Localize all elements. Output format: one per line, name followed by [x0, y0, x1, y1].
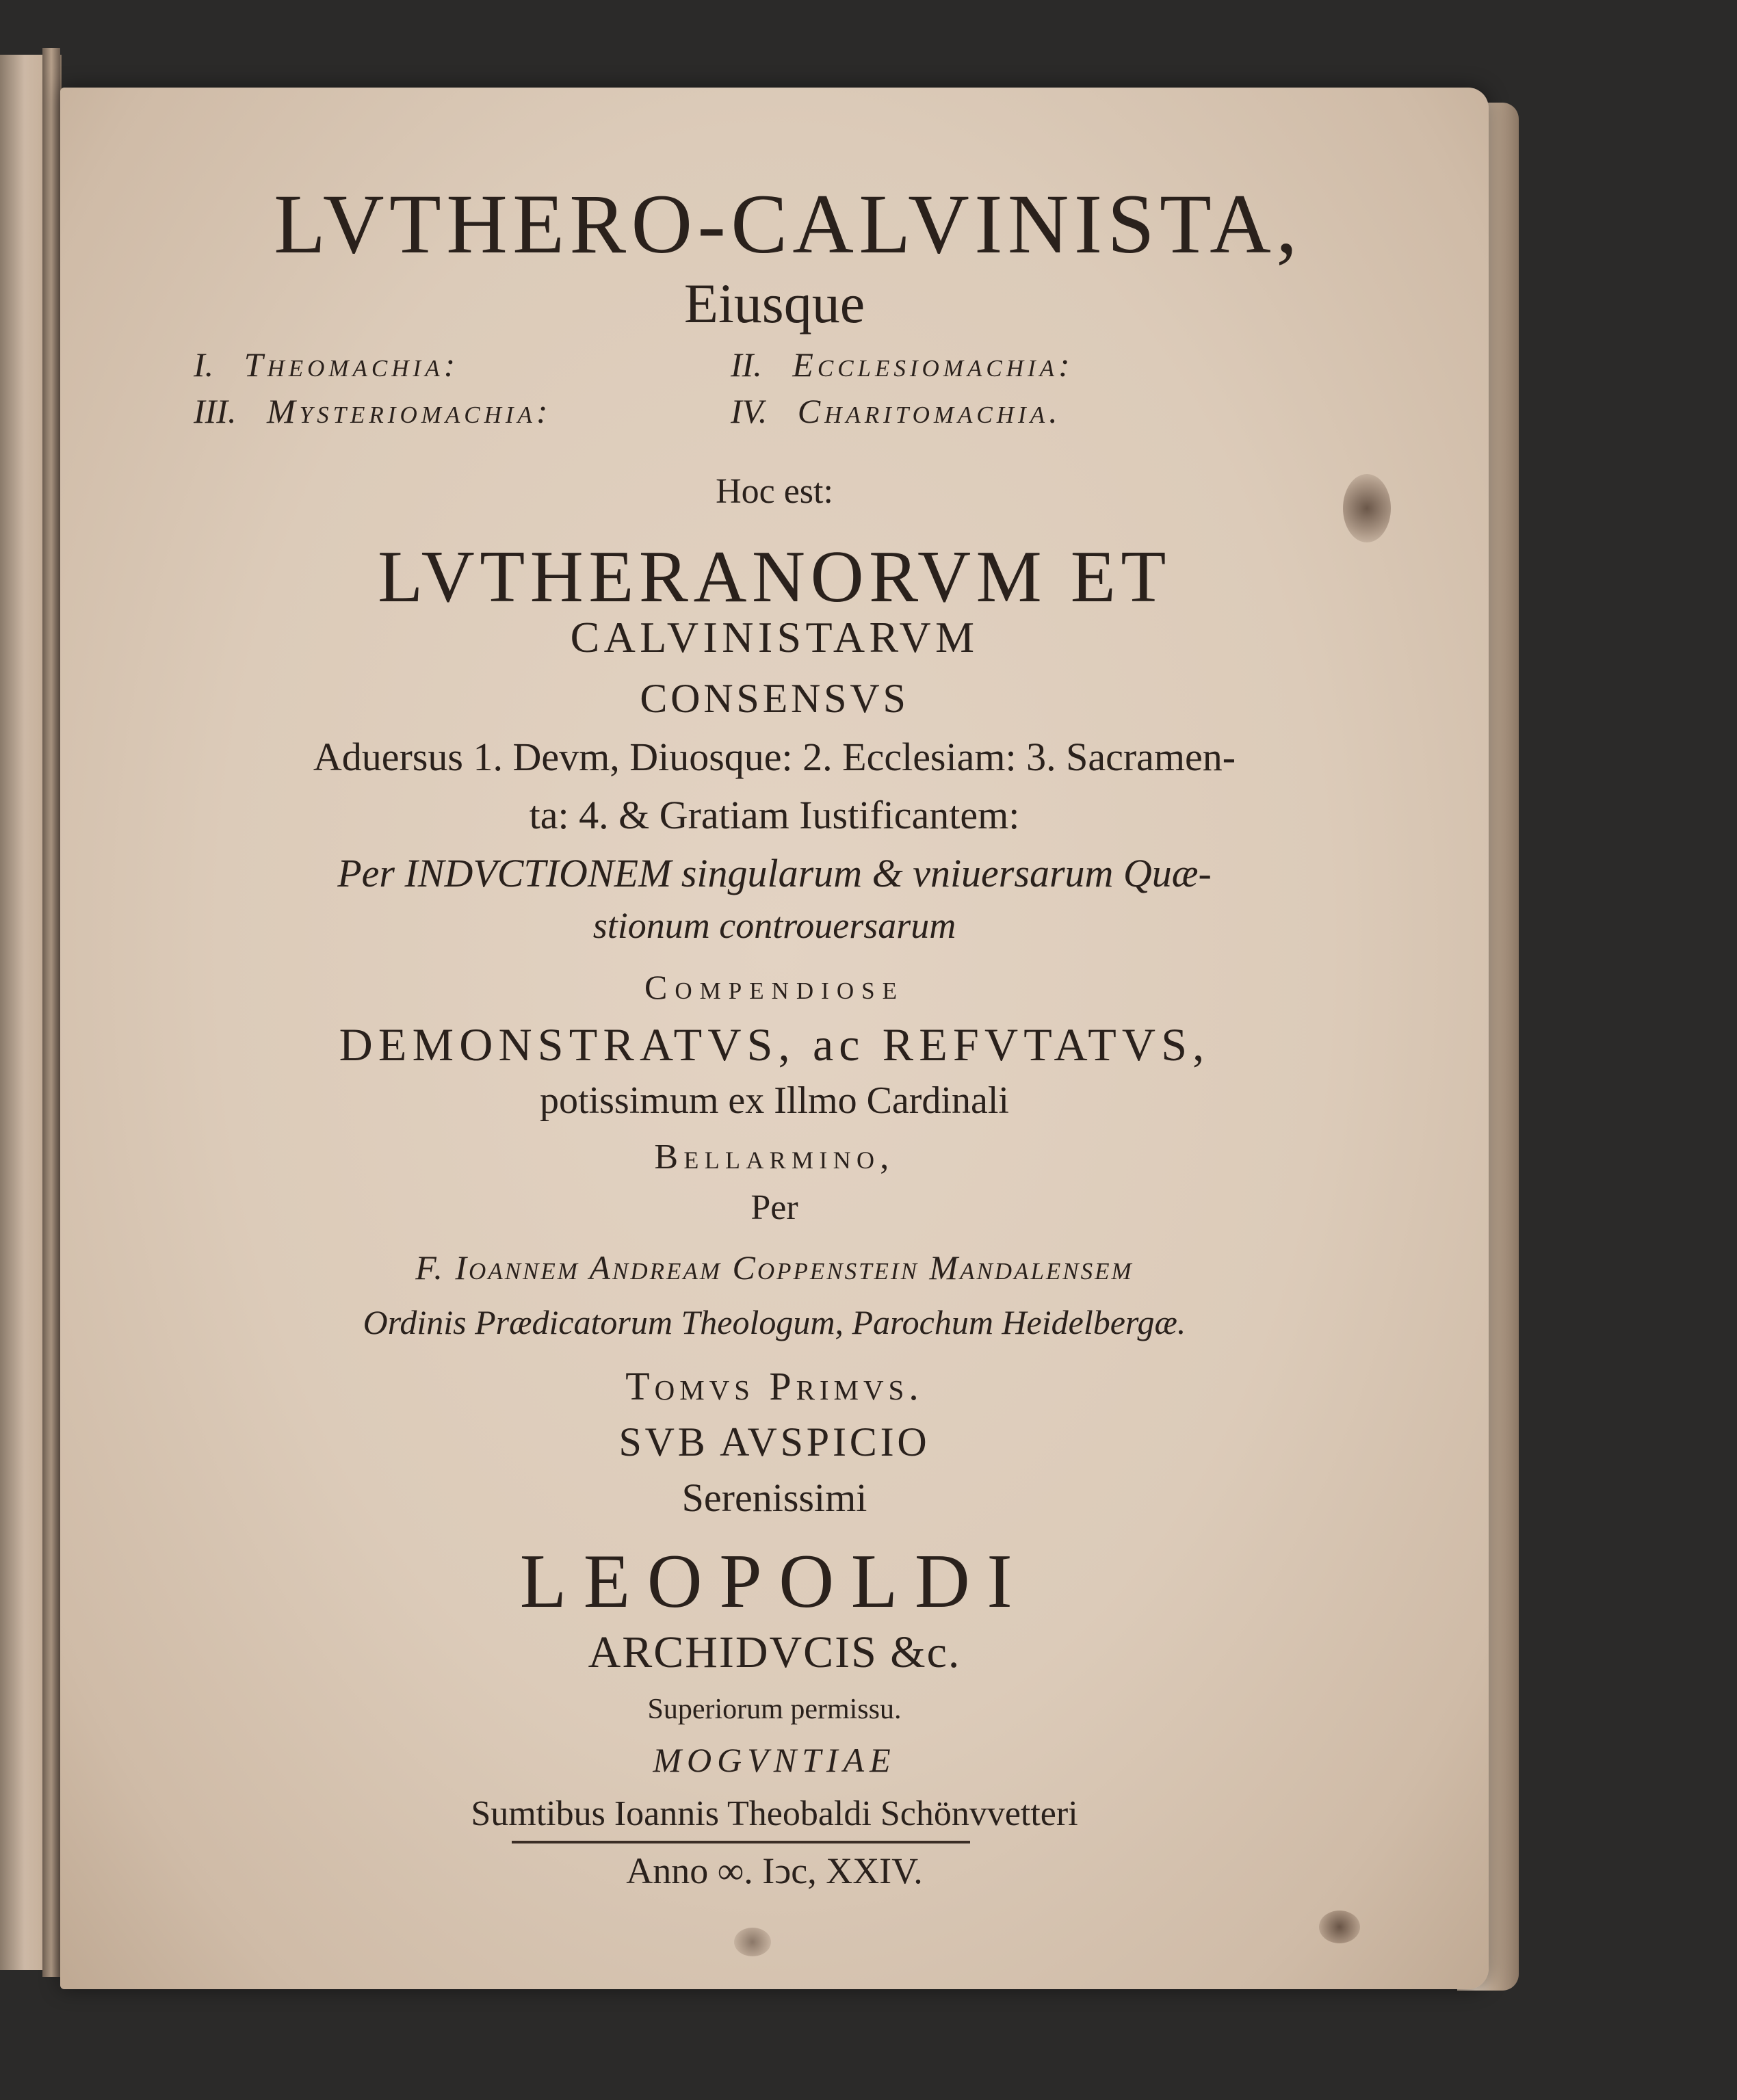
controuersarum-line: stionum controuersarum [592, 905, 956, 946]
machia-4 [731, 394, 1062, 428]
per: Per [750, 1188, 798, 1227]
moguntiae: MOGVNTIAE [653, 1741, 896, 1779]
machia-2-num: II. [731, 345, 762, 384]
anno-line: Anno ∞. Iↄc, XXIV. [626, 1850, 923, 1891]
demonstratus-line: DEMONSTRATVS, ac REFVTATVS, [339, 1019, 1210, 1071]
book-spine [42, 48, 60, 1977]
inductionem-line: Per INDVCTIONEM singularum & vniuersarum Quæ- [337, 851, 1212, 895]
lutheranorum-et: LVTHERANORVM ET [378, 536, 1171, 618]
machia-1-name: Theomachia: [244, 345, 460, 384]
gratiam-line: ta: 4. & Gratiam Iustificantem: [529, 793, 1020, 837]
bellarmino: Bellarmino, [654, 1138, 895, 1177]
machia-3-num: III. [194, 392, 237, 430]
consensus: CONSENSVS [640, 676, 909, 721]
ink-stain [1319, 1911, 1360, 1943]
tomus-primus: Tomvs Primvs. [625, 1364, 924, 1408]
ordinis-line: Ordinis Prædicatorum Theologum, Parochum Heidelbergæ. [363, 1303, 1186, 1341]
aduersus-line: Aduersus 1. Devm, Diuosque: 2. Ecclesiam: 3. Sacramen- [313, 735, 1236, 779]
imprint-rule [512, 1841, 970, 1843]
ink-stain [734, 1928, 771, 1956]
machia-4-num: IV. [731, 392, 768, 430]
machia-4-name: Charitomachia. [797, 392, 1062, 430]
machia-1-num: I. [194, 345, 214, 384]
sumtibus-line: Sumtibus Ioannis Theobaldi Schönvvetteri [471, 1794, 1078, 1833]
compendiose: Compendiose [644, 968, 904, 1006]
machia-1 [194, 347, 459, 382]
sub-auspicio: SVB AVSPICIO [618, 1419, 930, 1465]
leopoldi: LEOPOLDI [519, 1539, 1030, 1624]
machia-3-name: Mysteriomachia: [266, 392, 552, 430]
title-main: LVTHERO-CALVINISTA, [274, 177, 1303, 271]
machia-3 [194, 394, 552, 428]
machia-2 [731, 347, 1074, 382]
hoc-est: Hoc est: [716, 472, 833, 511]
title-page [60, 88, 1489, 1989]
potissimum-line: potissimum ex Illmo Cardinali [540, 1079, 1009, 1122]
archiducis: ARCHIDVCIS &c. [588, 1627, 961, 1677]
superiorum-permissu: Superiorum permissu. [647, 1694, 902, 1725]
machia-2-name: Ecclesiomachia: [792, 345, 1074, 384]
calvinistarum: CALVINISTARVM [570, 613, 979, 661]
serenissimi: Serenissimi [681, 1475, 867, 1520]
title-sub: Eiusque [683, 272, 865, 334]
author-line: F. Ioannem Andream Coppenstein Mandalensem [415, 1248, 1134, 1287]
